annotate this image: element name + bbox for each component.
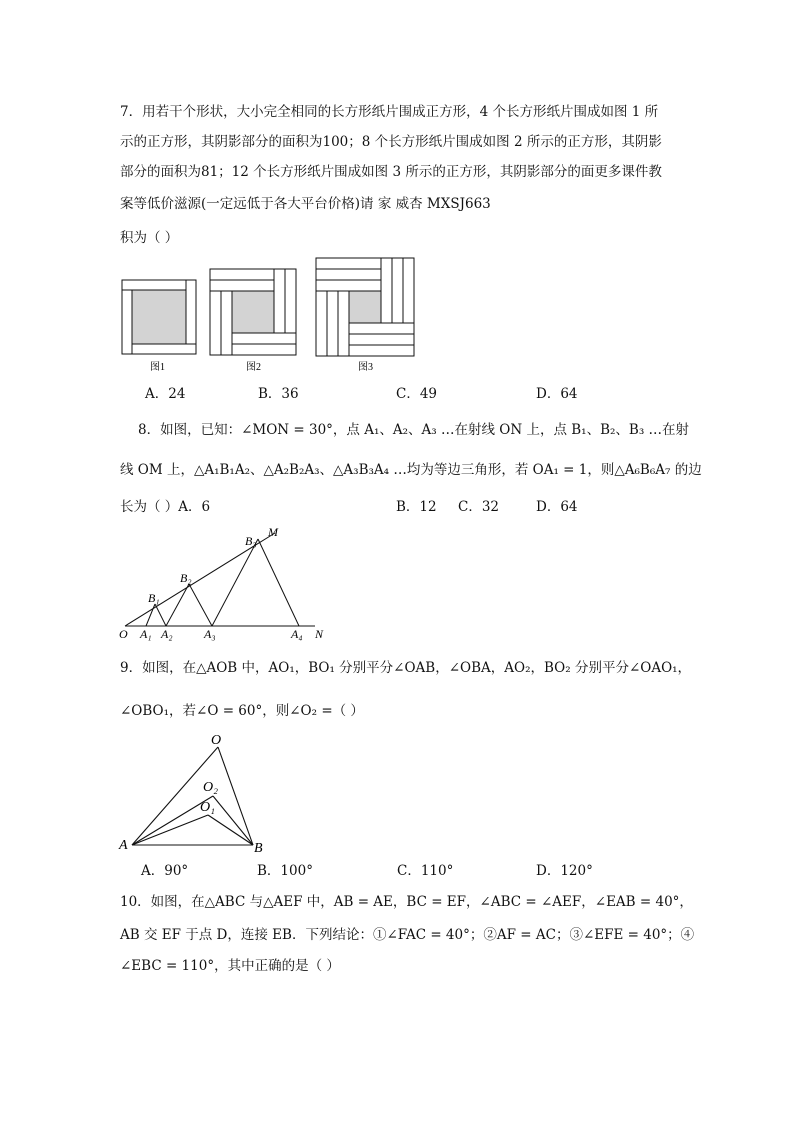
q8-label-a3: A₃ xyxy=(204,627,216,641)
q7-line-3: 部分的面积为81；12 个长方形纸片围成如图 3 所示的正方形，其阴影部分的面更多课件教 xyxy=(120,164,662,180)
q7-line-2: 示的正方形，其阴影部分的面积为100；8 个长方形纸片围成如图 2 所示的正方形，其阴影 xyxy=(120,134,662,150)
q8-line-1: 8．如图，已知：∠MON = 30°，点 A₁、A₂、A₃ …在射线 ON 上，点 B₁、B₂、B₃ …在射 xyxy=(138,422,690,438)
q7-figure-1 xyxy=(120,278,200,374)
q9-line-2: ∠OBO₁，若∠O = 60°，则∠O₂ =（ ） xyxy=(120,703,364,719)
q9-label-o: O xyxy=(211,733,222,748)
q10-line-2: AB 交 EF 于点 D，连接 EB．下列结论：①∠FAC = 40°；②AF = AC；③∠EFE = 40°；④ xyxy=(120,927,695,943)
q7-option-a[interactable]: A．24 xyxy=(145,386,186,402)
fig1-label: 图1 xyxy=(150,362,165,373)
q8-label-b2: B₂ xyxy=(180,571,192,585)
fig2-label: 图2 xyxy=(246,362,261,373)
q8-line-2: 线 OM 上，△A₁B₁A₂、△A₂B₂A₃、△A₃B₃A₄ …均为等边三角形，若 OA₁ = 1，则△A₆B₆A₇ 的边 xyxy=(120,462,702,478)
q9-label-o2: O₂ xyxy=(203,780,218,795)
q9-label-a: A xyxy=(119,838,128,853)
q10-line-1: 10．如图，在△ABC 与△AEF 中，AB = AE，BC = EF，∠ABC = ∠AEF，∠EAB = 40°， xyxy=(120,894,693,910)
q8-label-o: O xyxy=(119,627,128,641)
q9-label-b: B xyxy=(254,841,263,856)
q8-option-d[interactable]: D．64 xyxy=(536,499,578,515)
q9-option-c[interactable]: C．110° xyxy=(397,863,454,879)
q7-line-1: 7．用若干个形状，大小完全相同的长方形纸片围成正方形，4 个长方形纸片围成如图 1 所 xyxy=(120,104,659,120)
q9-figure xyxy=(115,727,275,855)
fig3-label: 图3 xyxy=(358,362,373,373)
q8-label-b3: B₃ xyxy=(245,534,257,548)
q8-figure xyxy=(115,525,345,643)
q7-figure-2 xyxy=(208,267,300,374)
q8-label-a4: A₄ xyxy=(291,627,303,641)
q7-line-4: 案等低价滋源(一定远低于各大平台价格)请 家 威杏 MXSJ663 xyxy=(120,196,491,212)
q7-option-b[interactable]: B．36 xyxy=(258,386,299,402)
q9-option-b[interactable]: B．100° xyxy=(257,863,313,879)
q8-label-n: N xyxy=(315,627,324,641)
q8-option-b[interactable]: B．12 xyxy=(396,499,437,515)
q7-option-d[interactable]: D．64 xyxy=(536,386,578,402)
q9-option-d[interactable]: D．120° xyxy=(536,863,593,879)
q8-label-m: M xyxy=(268,525,278,539)
q9-option-a[interactable]: A．90° xyxy=(141,863,189,879)
q10-line-3: ∠EBC = 110°，其中正确的是（ ） xyxy=(120,958,340,974)
q7-option-c[interactable]: C．49 xyxy=(396,386,438,402)
q8-label-a2: A₂ xyxy=(161,627,173,641)
q9-line-1: 9．如图，在△AOB 中，AO₁，BO₁ 分别平分∠OAB，∠OBA，AO₂，BO₂ 分别平分∠OAO₁， xyxy=(120,660,692,676)
q8-line-3: 长为（ ）A．6 xyxy=(120,499,211,515)
q8-option-c[interactable]: C．32 xyxy=(458,499,500,515)
q7-line-5: 积为（ ） xyxy=(120,230,179,246)
q8-label-b1: B₁ xyxy=(148,591,160,605)
q9-label-o1: O₁ xyxy=(200,800,215,815)
q7-figure-3 xyxy=(314,256,418,374)
q8-label-a1: A₁ xyxy=(140,627,152,641)
